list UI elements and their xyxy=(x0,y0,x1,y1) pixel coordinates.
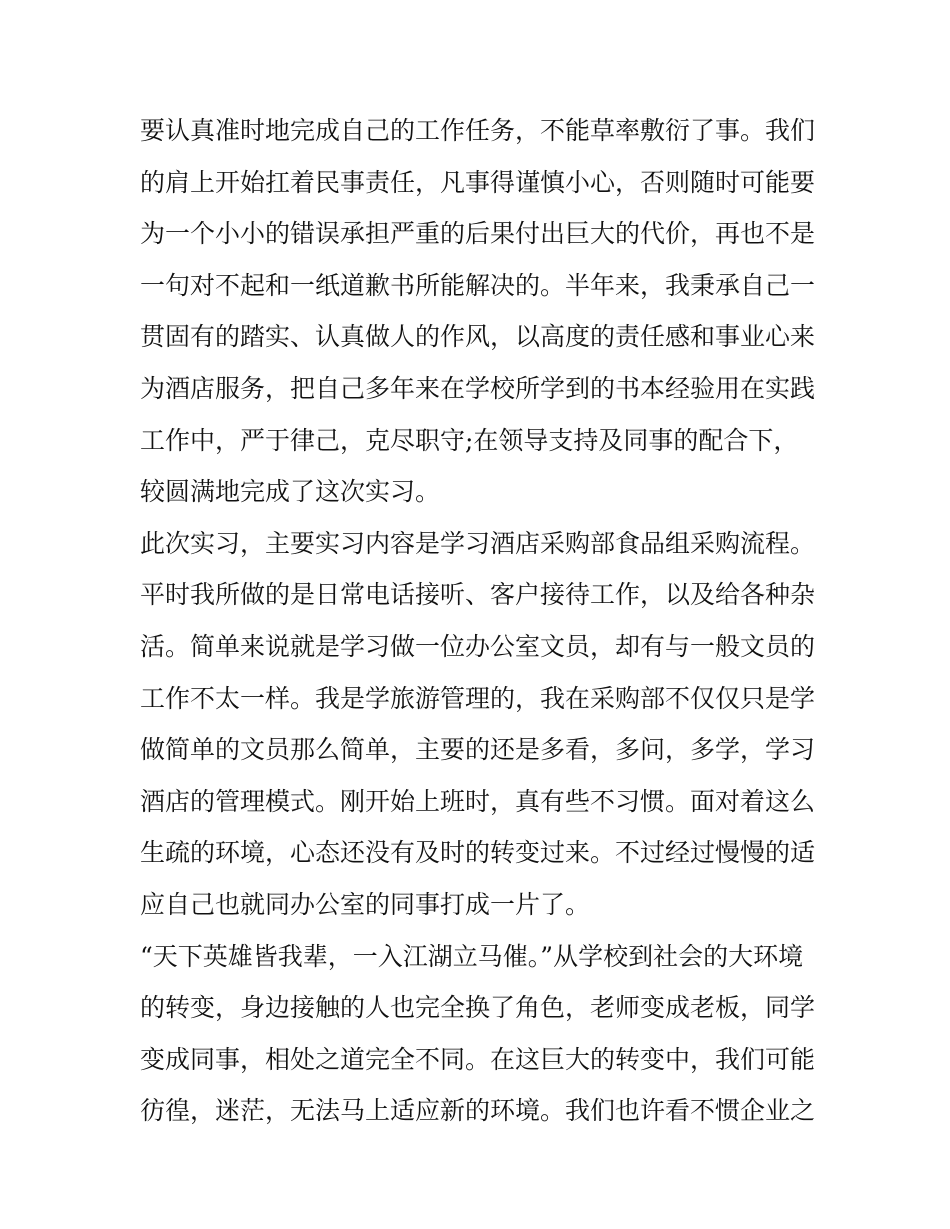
text-line: 工作不太一样。我是学旅游管理的，我在采购部不仅仅只是学 xyxy=(140,683,816,713)
document-body xyxy=(140,105,840,1137)
text-line: 酒店的管理模式。刚开始上班时，真有些不习惯。面对着这么 xyxy=(140,786,816,816)
text-line: 工作中，严于律己，克尽职守;在领导支持及同事的配合下， xyxy=(140,425,799,455)
text-line: 一句对不起和一纸道歉书所能解决的。半年来，我秉承自己一 xyxy=(140,270,816,300)
text-line: 变成同事，相处之道完全不同。在这巨大的转变中，我们可能 xyxy=(140,1044,816,1074)
text-line: 做简单的文员那么简单，主要的还是多看，多问，多学，学习 xyxy=(140,735,816,765)
text-line: 较圆满地完成了这次实习。 xyxy=(140,477,441,507)
text-line: 的肩上开始扛着民事责任，凡事得谨慎小心，否则随时可能要 xyxy=(140,167,816,197)
text-line: 为一个小小的错误承担严重的后果付出巨大的代价，再也不是 xyxy=(140,219,816,249)
text-line: 活。简单来说就是学习做一位办公室文员，却有与一般文员的 xyxy=(140,631,816,661)
text-line: 要认真准时地完成自己的工作任务，不能草率敷衍了事。我们 xyxy=(140,116,816,145)
text-line: 贯固有的踏实、认真做人的作风，以高度的责任感和事业心来 xyxy=(140,322,816,352)
text-line: 彷徨，迷茫，无法马上适应新的环境。我们也许看不惯企业之 xyxy=(140,1096,816,1126)
text-line: 平时我所做的是日常电话接听、客户接待工作，以及给各种杂 xyxy=(140,580,816,610)
text-line: “天下英雄皆我辈，一入江湖立马催。”从学校到社会的大环境 xyxy=(140,941,804,971)
text-line: 为酒店服务，把自己多年来在学校所学到的书本经验用在实践 xyxy=(140,373,816,403)
text-line: 应自己也就同办公室的同事打成一片了。 xyxy=(140,889,591,919)
text-line: 的转变，身边接触的人也完全换了角色，老师变成老板，同学 xyxy=(140,993,816,1023)
text-line: 此次实习，主要实习内容是学习酒店采购部食品组采购流程。 xyxy=(140,528,816,558)
text-line: 生疏的环境，心态还没有及时的转变过来。不过经过慢慢的适 xyxy=(140,838,816,868)
